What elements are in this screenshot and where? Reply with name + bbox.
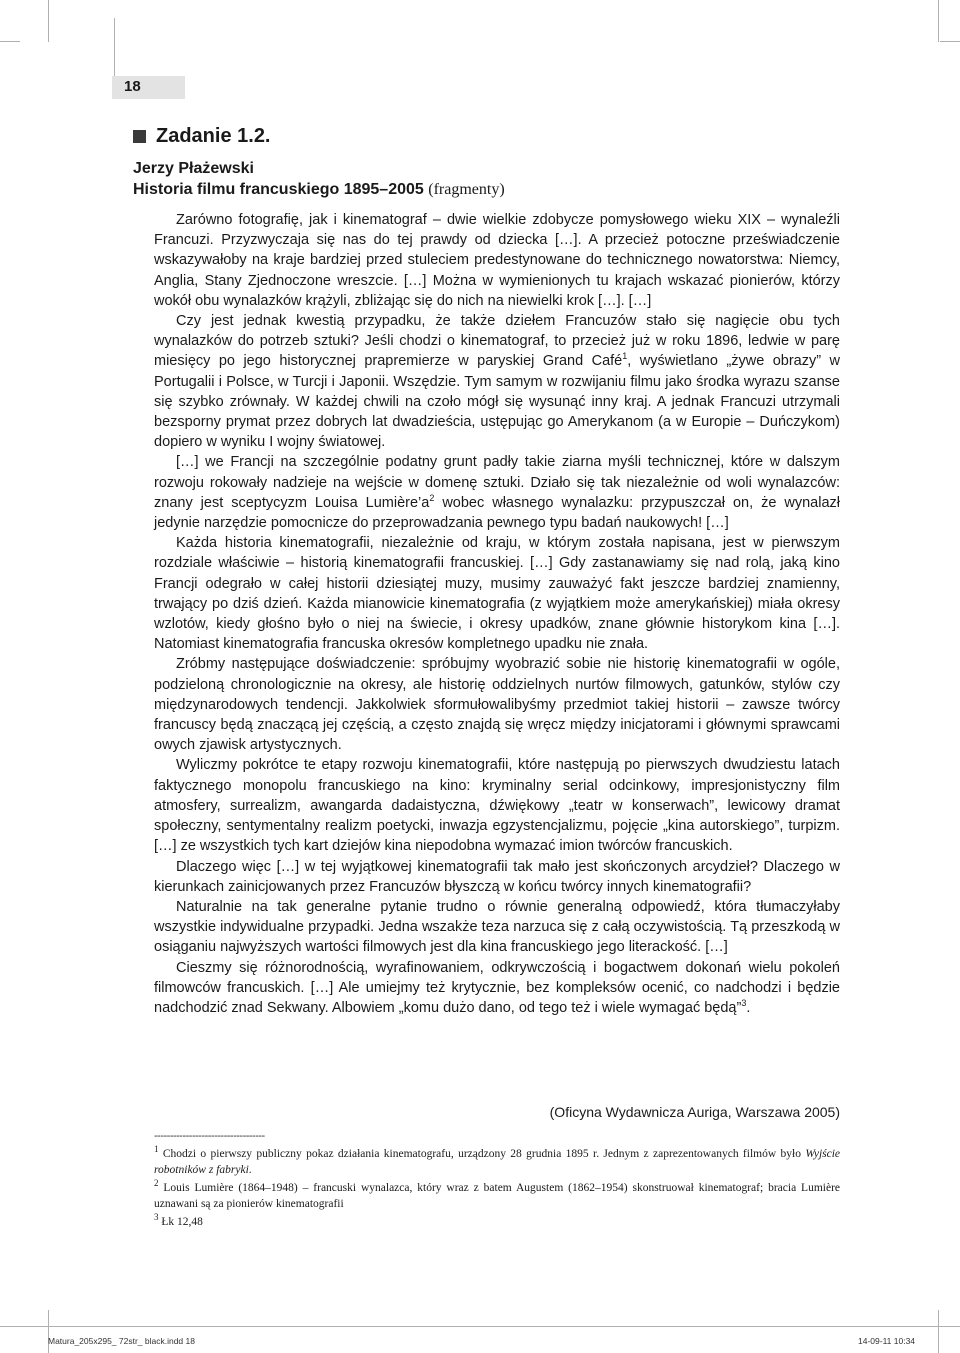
source-citation: (Oficyna Wydawnicza Auriga, Warszawa 2005) (549, 1104, 840, 1120)
footnote-separator: ----------------------------------- (154, 1130, 265, 1142)
task-heading (133, 125, 271, 148)
task-heading-text: Zadanie 1.2. (156, 125, 271, 147)
paragraph: Zróbmy następujące doświadczenie: spróbujmy wyobrazić sobie nie historię kinematografii w ogóle, podzieloną chronologicznie na okresy, ale historię oddzielnych nurtów filmowych, gatunków, stylów czy międzynarodowych tendencji. Jakkolwiek sformułowalibyśmy przedmiot takiej historii – zawsze twórcy francuscy będą znaczącą jej częścią, a często znajdą się wręcz między inicjatorami i głównymi sprawcami owych zjawisk artystycznych. (154, 656, 840, 754)
footnotes (154, 1146, 840, 1232)
article-body (154, 210, 840, 1018)
crop-mark (114, 18, 115, 76)
page-number-tab (112, 76, 185, 99)
print-slug (0, 1326, 960, 1353)
crop-mark (940, 41, 960, 42)
paragraph: Cieszmy się różnorodnością, wyrafinowaniem, odkrywczością i bogactwem dokonań wielu pokoleń filmowców francuskich. […] Ale umiejmy też krytycznie, bez kompleksów ocenić, co nadchodzi i będzie nadchodzić znad Sekwany. Albowiem „komu dużo dano, od tego też i wiele wymagać będą”$^3$. (154, 959, 840, 1016)
paragraph: Wyliczmy pokrótce te etapy rozwoju kinematografii, które następują po pierwszych dwudziestu latach faktycznego monopolu francuskiego na kino: kryminalny serial odcinkowy, impresjonistyczny film atmosfery, surrealizm, awangarda dadaistyczna, dźwiękowy „teatr w konserwach”, lewicowy dramat społeczny, sentymentalny realizm poetycki, inwazja egzystencjalizmu, pojęcie „kina autorskiego”, turpizm. […] ze wszystkich tych kart dziejów kina niepodobna wymazać imion twórców francuskich. (154, 757, 840, 855)
crop-mark (48, 0, 49, 42)
slug-timestamp: 14-09-11 10:34 (858, 1336, 916, 1346)
slug-filename: Matura_205x295_ 72str_ black.indd 18 (48, 1336, 195, 1346)
paragraph: […] we Francji na szczególnie podatny grunt padły takie ziarna myśli technicznej, które w dalszym rozwoju rokowały nadzieje na wejście w domenę sztuki. Działo się tak niezależnie od woli wynalazców: znany jest sceptycyzm Louisa $Lumière’a^2$ wobec własnego wynalazku: przypuszczał on, że wynalazł jedynie narzędzie pomocnicze do przeprowadzania pewnego typu badań naukowych! […] (154, 454, 840, 532)
fragment-note: (fragmenty) (428, 181, 505, 198)
book-title (133, 181, 505, 199)
paragraph: Dlaczego więc […] w tej wyjątkowej kinematografii tak mało jest skończonych arcydzieł? Dlaczego w kierunkach zainicjowanych przez Francuzów błyszczą w końcu twórcy innych kinematografii? (154, 858, 840, 895)
author: Jerzy Płażewski (133, 160, 254, 177)
crop-mark (0, 41, 20, 42)
paragraph: Naturalnie na tak generalne pytanie trudno o równie generalną odpowiedź, która tłumaczyłaby wszystkie indywidualne przypadki. Jedna wszakże teza narzuca się z całą oczywistością. Tą przeszkodą w osiąganiu najwyższych wartości filmowych jest dla kina francuskiego jego literackość. […] (154, 898, 840, 956)
footnote: $^3$ Łk 12,48 (154, 1212, 203, 1228)
square-bullet-icon (133, 130, 146, 143)
footnote-ref: 3 (741, 998, 747, 1009)
paragraph: Zarówno fotografię, jak i kinematograf – dwie wielkie zdobycze pomysłowego wieku XIX – wynaleźli Francuzi. Przyzwyczaja się nas do tej prawdy od dziecka […]. A przecież potoczne przeświadczenie wskazywałoby na kraje bardziej przed stuleciem predestynowane do technicznego nowatorstwa: Niemcy, Anglia, Stany Zjednoczone wreszcie. […] Można w wymienionych tu krajach wskazać pionierów, którzy wokół obu wynalazków krążyli, zbliżając się do nich na niewielki krok […]. […] (154, 212, 840, 309)
paragraph: Każda historia kinematografii, niezależnie od kraju, w którym została napisana, jest w pierwszym rozdziale właściwie – historią kinematografii francuskiej. […] Gdy zastanawiamy się nad rolą, jaką kino Francji odegrało w całej historii dziesiątej muzy, musimy zauważyć fakt jeszcze bardziej znamienny, trwający po dziś dzień. Każda mianowicie kinematografia (z wyjątkiem może amerykańskiej) miała okresy wzlotów, kiedy głośno było o niej na świecie, i okresy upadków, znane głównie historykom kina […]. Natomiast kinematografia francuska okresów kompletnego upadku nie znała. (154, 535, 840, 653)
crop-mark (938, 0, 939, 42)
footnote: $^1$ Chodzi o pierwszy publiczny pokaz działania kinematografu, urządzony 28 grudnia 1895 r. Jednym z zaprezentowanych filmów było Wyjście robotników z fabryki. (154, 1144, 841, 1176)
footnote-ref: 2 (429, 493, 435, 504)
page-number: 18 (124, 78, 141, 95)
footnote-ref: 1 (622, 351, 628, 362)
book-title-text: Historia filmu francuskiego 1895–2005 (133, 181, 424, 198)
footnote: $^2$ Louis Lumière (1864–1948) – francuski wynalazca, który wraz z batem Augustem (1862–1954) skonstruował kinematograf; bracia Lumière uznawani są za pionierów kinematografii (154, 1178, 841, 1210)
paragraph: Czy jest jednak kwestią przypadku, że także dziełem Francuzów stało się nagięcie obu tych wynalazków do potrzeb sztuki? Jeśli chodzi o kinematograf, to przecież już w roku 1896, ledwie w parę miesięcy po jego historycznej prapremierze w paryskiej Grand Café$^1$, wyświetlano „żywe obrazy” w Portugalii i Polsce, w Turcji i Japonii. Wszędzie. Tym samym w rozwijaniu filmu jako środka wyrazu szanse się szybko zrównały. W każdej chwili na czoło mógł się wysunąć inny kraj. A jednak Francuzi utrzymali bezsporny prymat przez dobrych lat dwadzieścia, ustępując go Amerykanom (a w Europie – Duńczykom) dopiero w wyniku I wojny światowej. (154, 313, 841, 451)
